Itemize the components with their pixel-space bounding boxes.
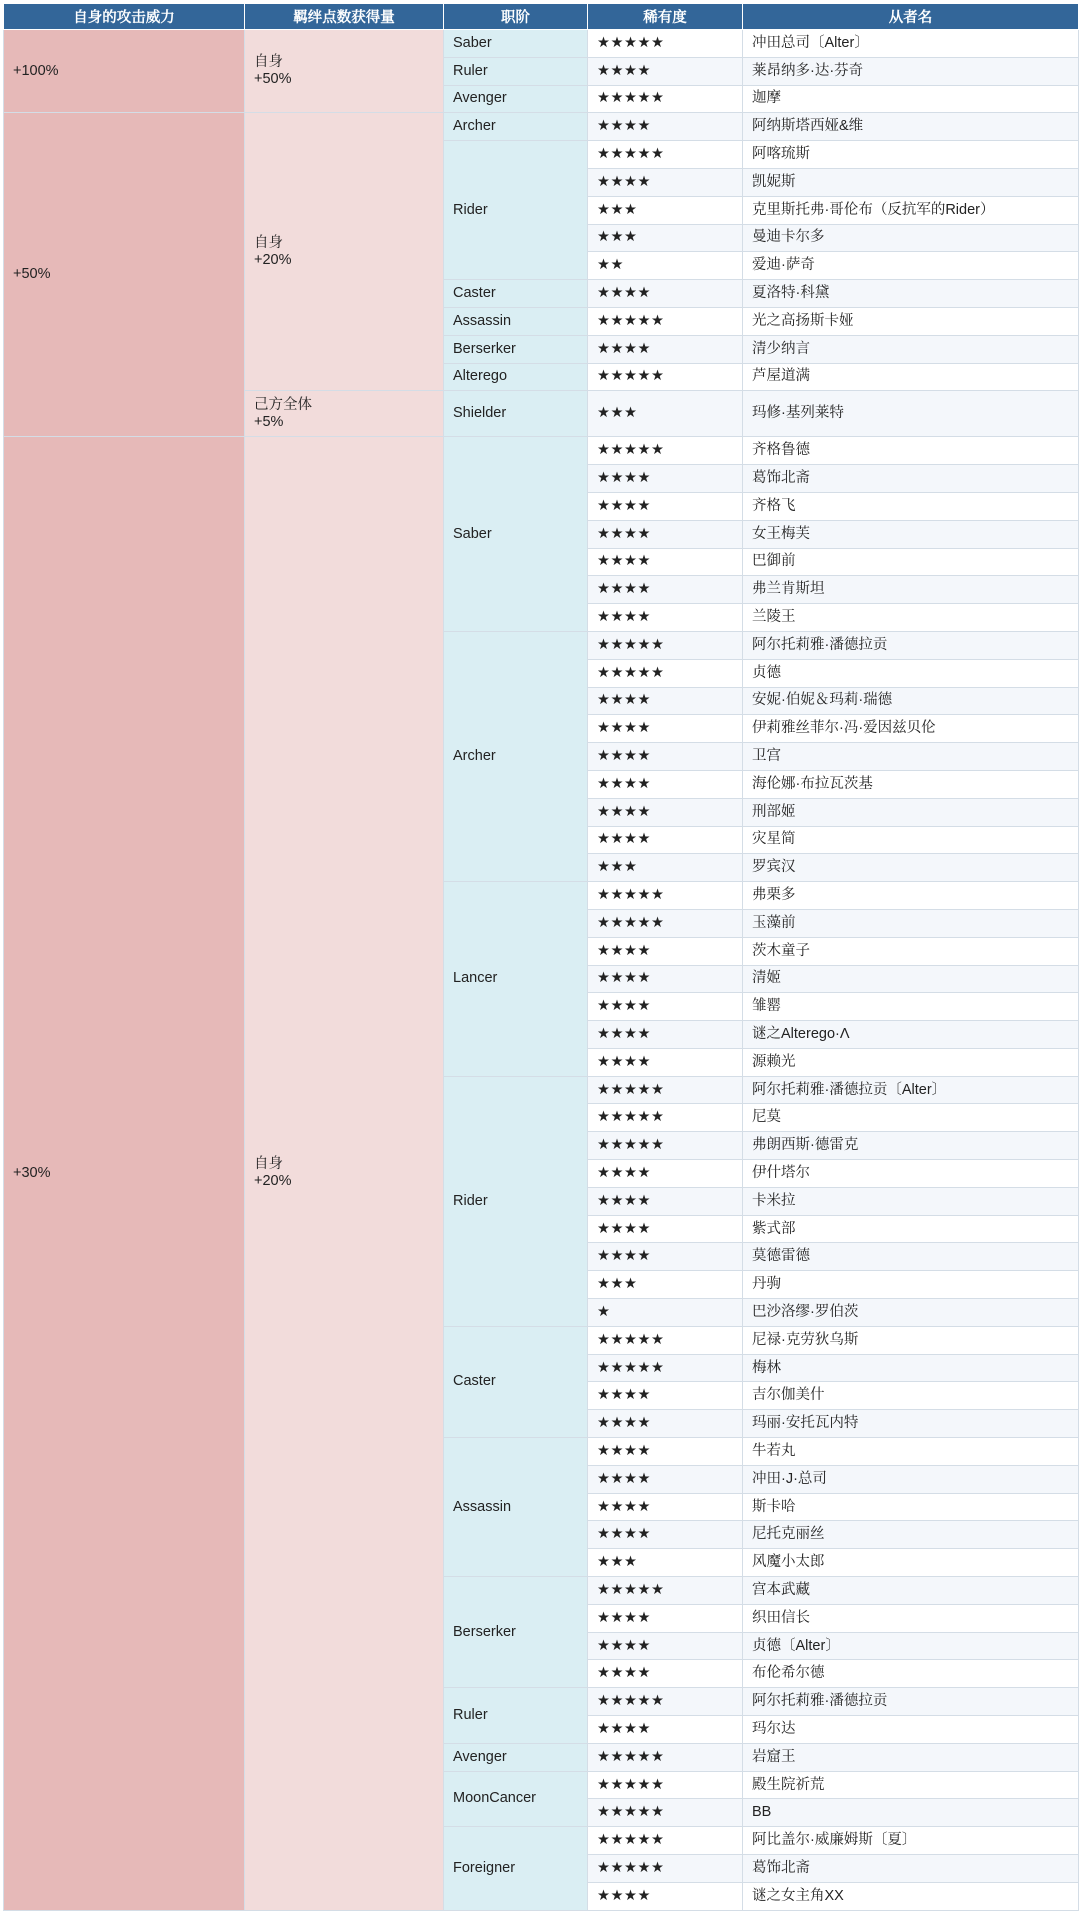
class-cell: Shielder <box>444 391 588 437</box>
servant-name: 弗兰肯斯坦 <box>743 576 1079 604</box>
servant-name: 梅林 <box>743 1354 1079 1382</box>
header-row <box>4 4 1079 30</box>
rarity-stars: ★★★★★ <box>588 1577 743 1605</box>
servant-name: 阿尔托莉雅·潘德拉贡 <box>743 1688 1079 1716</box>
servant-name: 伊莉雅丝菲尔·冯·爱因兹贝伦 <box>743 715 1079 743</box>
servant-name: 贞德〔Alter〕 <box>743 1632 1079 1660</box>
rarity-stars: ★★★★ <box>588 1243 743 1271</box>
servant-name: 弗朗西斯·德雷克 <box>743 1132 1079 1160</box>
rarity-stars: ★★ <box>588 252 743 280</box>
rarity-stars: ★★★★ <box>588 113 743 141</box>
servant-name: 斯卡哈 <box>743 1493 1079 1521</box>
rarity-stars: ★★★ <box>588 1549 743 1577</box>
attack-bonus-cell: +50% <box>4 113 245 437</box>
servant-name: 克里斯托弗·哥伦布（反抗军的Rider） <box>743 196 1079 224</box>
servant-name: 尼莫 <box>743 1104 1079 1132</box>
servant-name: 卡米拉 <box>743 1187 1079 1215</box>
rarity-stars: ★★★★ <box>588 1021 743 1049</box>
rarity-stars: ★★★ <box>588 224 743 252</box>
rarity-stars: ★★★★★ <box>588 1688 743 1716</box>
servant-name: 冲田·J·总司 <box>743 1465 1079 1493</box>
rarity-stars: ★★★★ <box>588 798 743 826</box>
rarity-stars: ★★★ <box>588 1271 743 1299</box>
rarity-stars: ★★★★ <box>588 1882 743 1910</box>
class-cell: Archer <box>444 113 588 141</box>
servant-name: 光之高扬斯卡娅 <box>743 307 1079 335</box>
servant-name: 弗栗多 <box>743 882 1079 910</box>
servant-name: 尼禄·克劳狄乌斯 <box>743 1326 1079 1354</box>
rarity-stars: ★★★★ <box>588 576 743 604</box>
class-cell: Ruler <box>444 1688 588 1744</box>
bond-bonus-cell: 自身 +50% <box>245 30 444 113</box>
servant-name: 玛修·基列莱特 <box>743 391 1079 437</box>
rarity-stars: ★★★ <box>588 391 743 437</box>
class-cell: Caster <box>444 280 588 308</box>
servant-name: 凯妮斯 <box>743 168 1079 196</box>
rarity-stars: ★★★★★ <box>588 1132 743 1160</box>
servant-name: 牛若丸 <box>743 1438 1079 1466</box>
rarity-stars: ★★★★ <box>588 1716 743 1744</box>
servant-name: 茨木童子 <box>743 937 1079 965</box>
attack-bonus-cell: +100% <box>4 30 245 113</box>
table-body <box>4 30 1079 1911</box>
rarity-stars: ★★★★ <box>588 1048 743 1076</box>
servant-name: 曼迪卡尔多 <box>743 224 1079 252</box>
servant-name: 岩窟王 <box>743 1743 1079 1771</box>
class-cell: Caster <box>444 1326 588 1437</box>
rarity-stars: ★★★★ <box>588 1215 743 1243</box>
rarity-stars: ★★★★ <box>588 548 743 576</box>
header-bond: 羁绊点数获得量 <box>245 4 444 30</box>
servant-name: 巴沙洛缪·罗伯茨 <box>743 1299 1079 1327</box>
servant-name: 谜之女主角XX <box>743 1882 1079 1910</box>
rarity-stars: ★★★★★ <box>588 30 743 58</box>
servant-name: 阿喀琉斯 <box>743 141 1079 169</box>
rarity-stars: ★★★★ <box>588 1493 743 1521</box>
class-cell: Assassin <box>444 1438 588 1577</box>
bond-bonus-cell: 己方全体 +5% <box>245 391 444 437</box>
servant-name: 丹驹 <box>743 1271 1079 1299</box>
rarity-stars: ★★★★ <box>588 687 743 715</box>
header-class: 职阶 <box>444 4 588 30</box>
rarity-stars: ★★★★★ <box>588 882 743 910</box>
table-header <box>4 4 1079 30</box>
class-cell: Lancer <box>444 882 588 1077</box>
rarity-stars: ★★★★ <box>588 743 743 771</box>
servant-name: 巴御前 <box>743 548 1079 576</box>
servant-name: 玉藻前 <box>743 909 1079 937</box>
rarity-stars: ★★★★ <box>588 168 743 196</box>
servant-name: 莫德雷德 <box>743 1243 1079 1271</box>
class-cell: Archer <box>444 631 588 881</box>
class-cell: Rider <box>444 141 588 280</box>
rarity-stars: ★★★★ <box>588 826 743 854</box>
rarity-stars: ★★★★ <box>588 1160 743 1188</box>
servant-name: 雏罂 <box>743 993 1079 1021</box>
servant-name: 阿尔托莉雅·潘德拉贡 <box>743 631 1079 659</box>
class-cell: Avenger <box>444 85 588 113</box>
servant-name: 葛饰北斋 <box>743 465 1079 493</box>
rarity-stars: ★★★★★ <box>588 141 743 169</box>
rarity-stars: ★★★★★ <box>588 85 743 113</box>
rarity-stars: ★★★★ <box>588 335 743 363</box>
bond-bonus-cell: 自身 +20% <box>245 113 444 391</box>
class-cell: Alterego <box>444 363 588 391</box>
servant-name: 冲田总司〔Alter〕 <box>743 30 1079 58</box>
servant-name: 紫式部 <box>743 1215 1079 1243</box>
servant-name: 卫宫 <box>743 743 1079 771</box>
rarity-stars: ★ <box>588 1299 743 1327</box>
rarity-stars: ★★★ <box>588 854 743 882</box>
servant-name: 源赖光 <box>743 1048 1079 1076</box>
rarity-stars: ★★★★★ <box>588 659 743 687</box>
rarity-stars: ★★★★ <box>588 604 743 632</box>
rarity-stars: ★★★★★ <box>588 1326 743 1354</box>
rarity-stars: ★★★★ <box>588 715 743 743</box>
rarity-stars: ★★★★ <box>588 770 743 798</box>
servant-name: 齐格鲁德 <box>743 437 1079 465</box>
servant-name: 刑部姬 <box>743 798 1079 826</box>
class-cell: Foreigner <box>444 1827 588 1910</box>
rarity-stars: ★★★★ <box>588 1604 743 1632</box>
rarity-stars: ★★★★ <box>588 1632 743 1660</box>
servant-name: 阿比盖尔·威廉姆斯〔夏〕 <box>743 1827 1079 1855</box>
servant-name: 谜之Alterego·Λ <box>743 1021 1079 1049</box>
rarity-stars: ★★★★ <box>588 1465 743 1493</box>
header-servant-name: 从者名 <box>743 4 1079 30</box>
servant-name: 夏洛特·科黛 <box>743 280 1079 308</box>
attack-bonus-cell: +30% <box>4 437 245 1910</box>
rarity-stars: ★★★★★ <box>588 1771 743 1799</box>
servant-name: 海伦娜·布拉瓦茨基 <box>743 770 1079 798</box>
table-row <box>4 30 1079 58</box>
rarity-stars: ★★★★★ <box>588 909 743 937</box>
rarity-stars: ★★★★ <box>588 1382 743 1410</box>
class-cell: Rider <box>444 1076 588 1326</box>
servant-name: BB <box>743 1799 1079 1827</box>
servant-name: 宫本武藏 <box>743 1577 1079 1605</box>
bond-bonus-cell: 自身 +20% <box>245 437 444 1910</box>
class-cell: Assassin <box>444 307 588 335</box>
servant-name: 阿尔托莉雅·潘德拉贡〔Alter〕 <box>743 1076 1079 1104</box>
rarity-stars: ★★★★★ <box>588 1743 743 1771</box>
class-cell: Saber <box>444 30 588 58</box>
rarity-stars: ★★★★ <box>588 465 743 493</box>
servant-name: 灾星简 <box>743 826 1079 854</box>
servant-name: 爱迪·萨奇 <box>743 252 1079 280</box>
servant-name: 安妮·伯妮＆玛莉·瑞德 <box>743 687 1079 715</box>
rarity-stars: ★★★★ <box>588 1438 743 1466</box>
servant-name: 吉尔伽美什 <box>743 1382 1079 1410</box>
class-cell: MoonCancer <box>444 1771 588 1827</box>
rarity-stars: ★★★★★ <box>588 1104 743 1132</box>
rarity-stars: ★★★★ <box>588 1410 743 1438</box>
rarity-stars: ★★★ <box>588 196 743 224</box>
rarity-stars: ★★★★★ <box>588 631 743 659</box>
servant-name: 葛饰北斋 <box>743 1855 1079 1883</box>
header-rarity: 稀有度 <box>588 4 743 30</box>
servant-name: 齐格飞 <box>743 492 1079 520</box>
rarity-stars: ★★★★★ <box>588 1076 743 1104</box>
rarity-stars: ★★★★ <box>588 965 743 993</box>
rarity-stars: ★★★★★ <box>588 1354 743 1382</box>
servant-name: 布伦希尔德 <box>743 1660 1079 1688</box>
class-cell: Avenger <box>444 1743 588 1771</box>
class-cell: Berserker <box>444 1577 588 1688</box>
class-cell: Ruler <box>444 57 588 85</box>
servant-name: 伊什塔尔 <box>743 1160 1079 1188</box>
table-row <box>4 113 1079 141</box>
servant-name: 贞德 <box>743 659 1079 687</box>
rarity-stars: ★★★★ <box>588 57 743 85</box>
header-attack: 自身的攻击威力 <box>4 4 245 30</box>
servant-name: 清姬 <box>743 965 1079 993</box>
class-cell: Berserker <box>444 335 588 363</box>
rarity-stars: ★★★★★ <box>588 363 743 391</box>
servant-name: 莱昂纳多·达·芬奇 <box>743 57 1079 85</box>
servant-name: 玛丽·安托瓦内特 <box>743 1410 1079 1438</box>
rarity-stars: ★★★★ <box>588 1187 743 1215</box>
table-row <box>4 437 1079 465</box>
rarity-stars: ★★★★ <box>588 993 743 1021</box>
rarity-stars: ★★★★★ <box>588 307 743 335</box>
servant-name: 风魔小太郎 <box>743 1549 1079 1577</box>
rarity-stars: ★★★★★ <box>588 1799 743 1827</box>
servant-name: 女王梅芙 <box>743 520 1079 548</box>
servant-name: 阿纳斯塔西娅&维 <box>743 113 1079 141</box>
rarity-stars: ★★★★★ <box>588 1827 743 1855</box>
rarity-stars: ★★★★ <box>588 1660 743 1688</box>
rarity-stars: ★★★★★ <box>588 437 743 465</box>
servant-name: 尼托克丽丝 <box>743 1521 1079 1549</box>
servant-bonus-table <box>3 3 1079 1911</box>
servant-name: 殿生院祈荒 <box>743 1771 1079 1799</box>
servant-name: 玛尔达 <box>743 1716 1079 1744</box>
rarity-stars: ★★★★ <box>588 937 743 965</box>
rarity-stars: ★★★★ <box>588 520 743 548</box>
servant-name: 兰陵王 <box>743 604 1079 632</box>
rarity-stars: ★★★★ <box>588 1521 743 1549</box>
class-cell: Saber <box>444 437 588 632</box>
rarity-stars: ★★★★ <box>588 280 743 308</box>
servant-name: 罗宾汉 <box>743 854 1079 882</box>
servant-name: 芦屋道满 <box>743 363 1079 391</box>
servant-name: 织田信长 <box>743 1604 1079 1632</box>
servant-name: 清少纳言 <box>743 335 1079 363</box>
rarity-stars: ★★★★★ <box>588 1855 743 1883</box>
rarity-stars: ★★★★ <box>588 492 743 520</box>
servant-name: 迦摩 <box>743 85 1079 113</box>
